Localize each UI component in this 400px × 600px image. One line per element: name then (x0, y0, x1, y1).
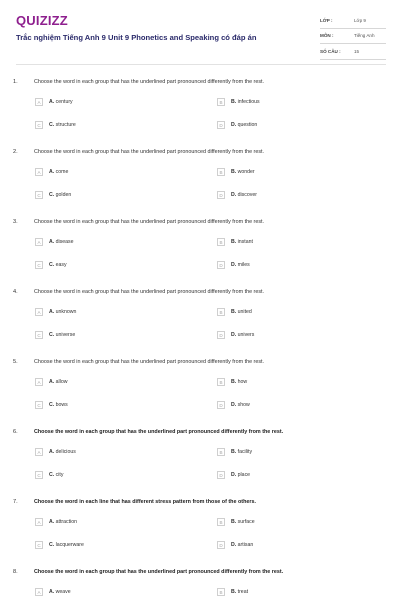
answer-option[interactable] (217, 471, 250, 479)
answer-checkbox[interactable]: A (35, 448, 43, 456)
meta-value: Tiếng Anh (354, 33, 375, 39)
answer-text: facility (237, 449, 253, 455)
answer-text: show (237, 402, 250, 408)
answer-checkbox[interactable]: A (35, 308, 43, 316)
answer-text: weave (55, 589, 71, 595)
answer-label (231, 262, 250, 268)
meta-row-subject (320, 29, 386, 45)
answer-text: unknown (55, 309, 77, 315)
question-text: Choose the word in each group that has the underlined part pronounced differently from the rest. (34, 569, 284, 575)
answer-label (231, 309, 252, 315)
question-text: Choose the word in each group that has the underlined part pronounced differently from the rest. (34, 219, 265, 225)
answer-label (231, 99, 260, 105)
question-text: Choose the word in each group that has the underlined part pronounced differently from the rest. (34, 429, 284, 435)
meta-value: 15 (354, 48, 360, 54)
answer-letter: B. (231, 379, 237, 385)
question-text: Choose the word in each line that has different stress pattern from those of the others. (34, 499, 256, 505)
answer-label (49, 99, 73, 105)
answer-option[interactable] (217, 168, 255, 176)
answer-option[interactable] (35, 308, 76, 316)
answer-label (49, 379, 67, 385)
question-text: Choose the word in each group that has the underlined part pronounced differently from the rest. (34, 79, 265, 85)
answer-label (231, 402, 250, 408)
answer-letter: D. (231, 332, 237, 338)
answer-checkbox[interactable]: D (217, 471, 225, 479)
answer-checkbox[interactable]: B (217, 308, 225, 316)
answer-letter: C. (49, 122, 55, 128)
answer-label (49, 309, 76, 315)
answer-checkbox[interactable]: B (217, 378, 225, 386)
answer-text: delicious (55, 449, 76, 455)
answer-checkbox[interactable]: D (217, 401, 225, 409)
answer-text: universe (55, 332, 76, 338)
question-number: 4. (13, 289, 18, 295)
question-item (0, 219, 400, 279)
answer-checkbox[interactable]: B (217, 448, 225, 456)
answer-option[interactable] (217, 588, 248, 596)
answer-option[interactable] (35, 541, 84, 549)
question-item (0, 359, 400, 419)
answer-letter: D. (231, 122, 237, 128)
answer-checkbox[interactable]: D (217, 261, 225, 269)
answer-option[interactable] (35, 588, 71, 596)
answer-label (231, 332, 254, 338)
answer-label (49, 472, 63, 478)
answer-text: come (55, 169, 69, 175)
question-item (0, 429, 400, 489)
answer-option[interactable] (35, 331, 75, 339)
answer-checkbox[interactable]: A (35, 588, 43, 596)
answer-option[interactable] (217, 518, 255, 526)
answer-checkbox[interactable]: B (217, 238, 225, 246)
quizizz-logo: QUIZIZZ (16, 13, 68, 28)
question-item (0, 79, 400, 139)
answer-checkbox[interactable]: B (217, 518, 225, 526)
answer-option[interactable] (35, 238, 74, 246)
answer-text: united (237, 309, 252, 315)
meta-row-class (320, 13, 386, 29)
answer-letter: A. (49, 239, 55, 245)
answer-letter: A. (49, 309, 55, 315)
answer-option[interactable] (35, 471, 63, 479)
answer-checkbox[interactable]: A (35, 518, 43, 526)
answer-text: lacquerware (55, 542, 84, 548)
answer-text: univers (237, 332, 255, 338)
answer-text: artisan (237, 542, 254, 548)
meta-table (320, 13, 386, 60)
answer-option[interactable] (217, 378, 247, 386)
question-number: 3. (13, 219, 18, 225)
meta-row-count (320, 44, 386, 60)
answer-checkbox[interactable]: A (35, 378, 43, 386)
answer-checkbox[interactable]: C (35, 331, 43, 339)
answer-option[interactable] (35, 518, 77, 526)
answer-option[interactable] (217, 191, 257, 199)
answer-label (49, 449, 76, 455)
answer-checkbox[interactable]: D (217, 541, 225, 549)
answer-option[interactable] (217, 98, 260, 106)
answer-text: surface (237, 519, 255, 525)
answer-label (49, 589, 71, 595)
question-text: Choose the word in each group that has the underlined part pronounced differently from the rest. (34, 359, 265, 365)
answer-label (231, 239, 253, 245)
answer-letter: C. (49, 332, 55, 338)
answer-text: miles (237, 262, 250, 268)
answer-letter: B. (231, 589, 237, 595)
meta-key: LỚP : (320, 17, 333, 23)
answer-label (231, 449, 252, 455)
answer-option[interactable] (217, 448, 252, 456)
answer-text: century (55, 99, 73, 105)
answer-label (49, 542, 84, 548)
answer-checkbox[interactable]: C (35, 121, 43, 129)
question-item (0, 149, 400, 209)
answer-letter: C. (49, 402, 55, 408)
answer-letter: B. (231, 99, 237, 105)
answer-label (231, 542, 253, 548)
answer-letter: B. (231, 169, 237, 175)
answer-checkbox[interactable]: C (35, 261, 43, 269)
answer-checkbox[interactable]: C (35, 541, 43, 549)
answer-label (231, 519, 255, 525)
answer-option[interactable] (217, 238, 253, 246)
question-number: 1. (13, 79, 18, 85)
answer-checkbox[interactable]: D (217, 191, 225, 199)
answer-text: bows (55, 402, 68, 408)
answer-label (49, 169, 68, 175)
answer-label (231, 589, 248, 595)
answer-option[interactable] (35, 401, 68, 409)
answer-text: question (237, 122, 258, 128)
answer-letter: C. (49, 192, 55, 198)
question-item (0, 569, 400, 600)
answer-letter: B. (231, 449, 237, 455)
answer-text: easy (55, 262, 67, 268)
answer-option[interactable] (217, 121, 257, 129)
answer-option[interactable] (217, 308, 252, 316)
meta-key: SỐ CÂU : (320, 48, 341, 54)
question-number: 8. (13, 569, 18, 575)
answer-letter: D. (231, 402, 237, 408)
answer-checkbox[interactable]: C (35, 471, 43, 479)
answer-label (231, 122, 257, 128)
answer-checkbox[interactable]: A (35, 168, 43, 176)
answer-label (49, 192, 71, 198)
answer-letter: D. (231, 262, 237, 268)
answer-option[interactable] (35, 261, 67, 269)
answer-option[interactable] (35, 378, 67, 386)
answer-checkbox[interactable]: D (217, 121, 225, 129)
page-title: Trắc nghiệm Tiếng Anh 9 Unit 9 Phonetics and Speaking có đáp án (16, 33, 257, 42)
answer-text: how (237, 379, 248, 385)
question-number: 7. (13, 499, 18, 505)
answer-label (49, 519, 77, 525)
question-text: Choose the word in each group that has the underlined part pronounced differently from the rest. (34, 289, 265, 295)
answer-option[interactable] (217, 331, 254, 339)
question-number: 2. (13, 149, 18, 155)
answer-letter: B. (231, 239, 237, 245)
answer-text: disease (55, 239, 74, 245)
answer-option[interactable] (217, 401, 250, 409)
answer-checkbox[interactable]: B (217, 168, 225, 176)
answer-option[interactable] (217, 541, 253, 549)
answer-checkbox[interactable]: C (35, 401, 43, 409)
answer-label (231, 169, 255, 175)
answer-letter: B. (231, 309, 237, 315)
answer-letter: A. (49, 379, 55, 385)
answer-text: city (55, 472, 64, 478)
answer-label (49, 332, 75, 338)
question-item (0, 499, 400, 559)
answer-text: infectious (237, 99, 260, 105)
answer-option[interactable] (35, 448, 76, 456)
answer-letter: A. (49, 519, 55, 525)
answer-option[interactable] (35, 98, 73, 106)
answer-checkbox[interactable]: D (217, 331, 225, 339)
answer-label (49, 402, 68, 408)
answer-checkbox[interactable]: B (217, 588, 225, 596)
answer-label (231, 379, 247, 385)
header-divider (16, 64, 386, 65)
answer-letter: D. (231, 192, 237, 198)
answer-text: place (237, 472, 251, 478)
answer-checkbox[interactable]: A (35, 238, 43, 246)
meta-key: MÔN : (320, 33, 334, 39)
answer-label (49, 239, 74, 245)
question-number: 6. (13, 429, 18, 435)
answer-letter: D. (231, 542, 237, 548)
answer-letter: A. (49, 99, 55, 105)
answer-option[interactable] (35, 168, 68, 176)
question-text: Choose the word in each group that has the underlined part pronounced differently from the rest. (34, 149, 265, 155)
answer-letter: A. (49, 169, 55, 175)
answer-text: treat (237, 589, 249, 595)
answer-option[interactable] (35, 121, 76, 129)
answer-checkbox[interactable]: A (35, 98, 43, 106)
answer-letter: A. (49, 589, 55, 595)
answer-option[interactable] (217, 261, 250, 269)
answer-label (49, 122, 76, 128)
answer-text: instant (237, 239, 253, 245)
answer-text: allow (55, 379, 68, 385)
question-number: 5. (13, 359, 18, 365)
meta-value: Lớp 9 (354, 17, 366, 23)
answer-letter: C. (49, 262, 55, 268)
answer-letter: C. (49, 472, 55, 478)
answer-checkbox[interactable]: B (217, 98, 225, 106)
answer-text: attraction (55, 519, 77, 525)
answer-label (231, 472, 250, 478)
answer-letter: C. (49, 542, 55, 548)
question-item (0, 289, 400, 349)
answer-letter: D. (231, 472, 237, 478)
answer-letter: A. (49, 449, 55, 455)
answer-label (231, 192, 257, 198)
answer-option[interactable] (35, 191, 71, 199)
answer-letter: B. (231, 519, 237, 525)
answer-checkbox[interactable]: C (35, 191, 43, 199)
answer-text: structure (55, 122, 76, 128)
answer-text: golden (55, 192, 72, 198)
answer-label (49, 262, 67, 268)
answer-text: wonder (237, 169, 255, 175)
answer-text: discover (237, 192, 257, 198)
